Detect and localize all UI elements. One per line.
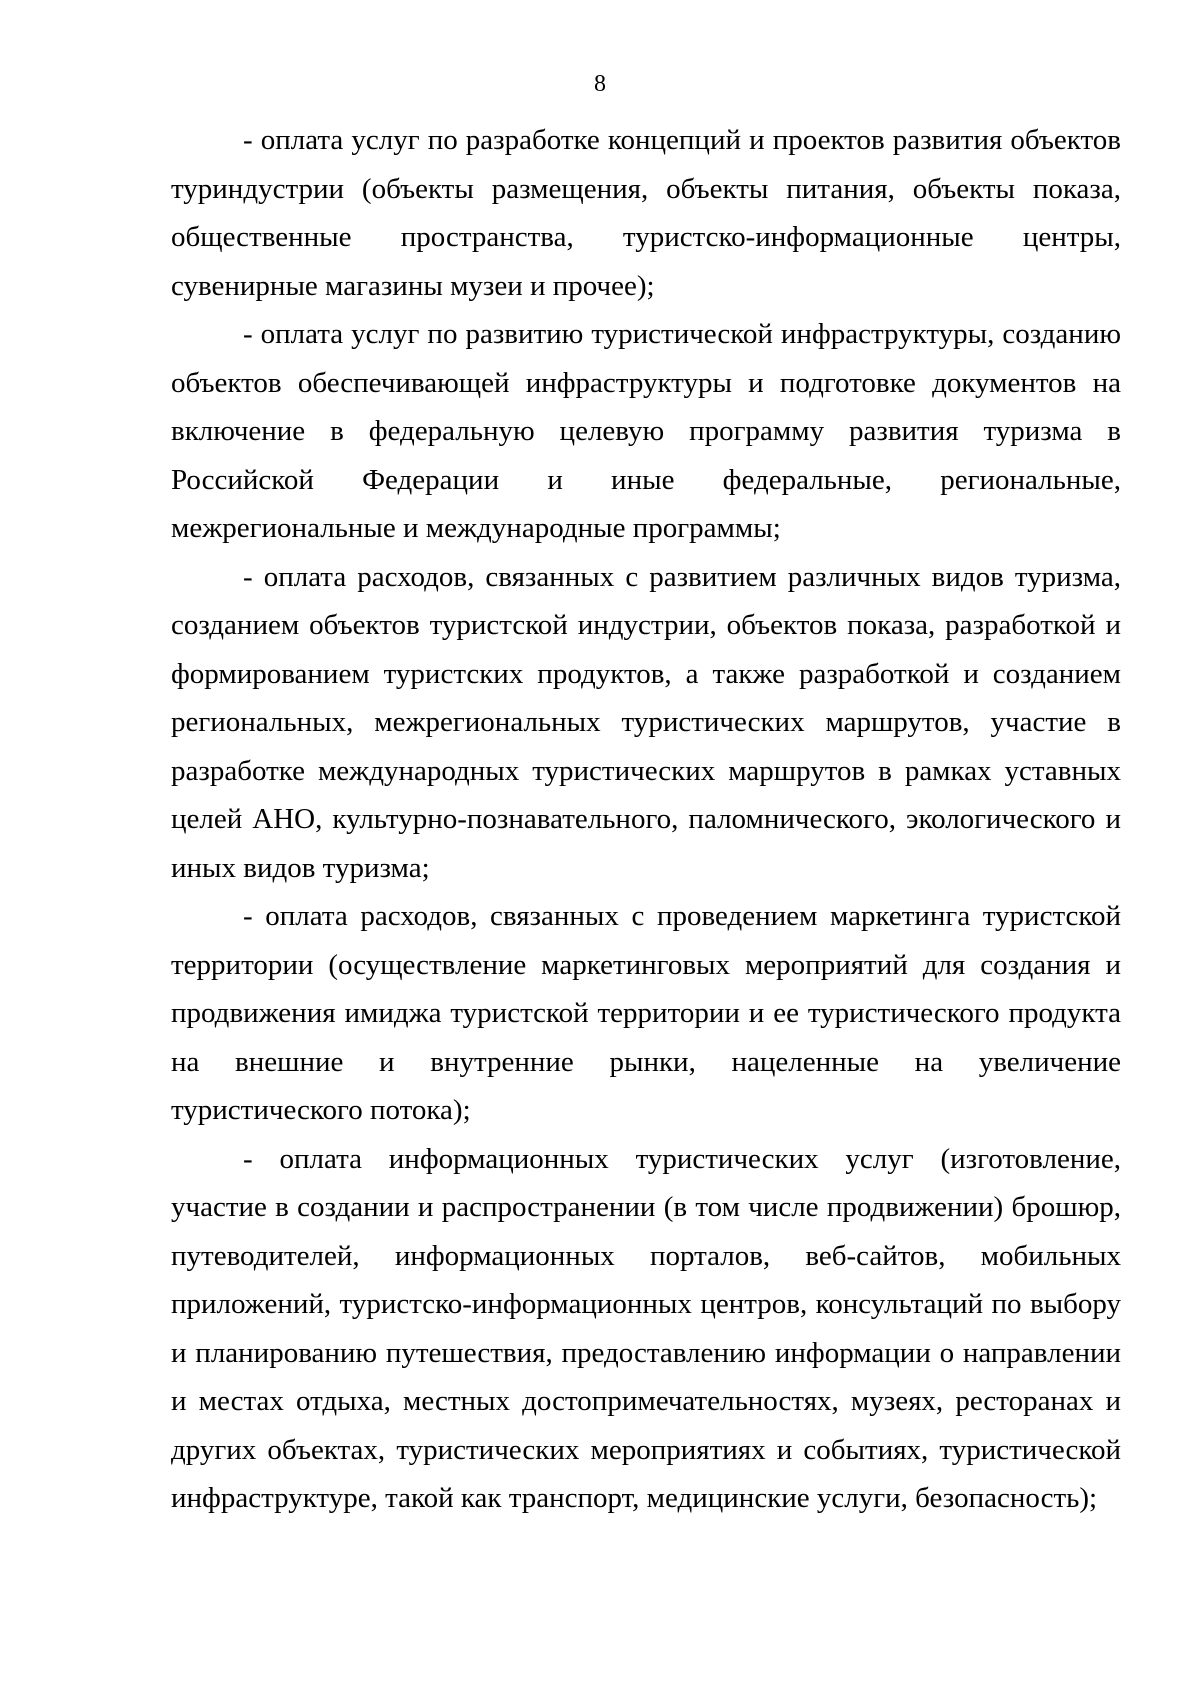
paragraph-territory-marketing: - оплата расходов, связанных с проведением маркетинга туристской территории (осуществление маркетинговых мероприятий для создания и продвижения имиджа туристской территории и ее туристического продукта на внешние и внутренние рынки, нацеленные на увеличение туристического потока); — [171, 900, 1121, 1126]
page-number: 8 — [594, 71, 606, 97]
document-body — [171, 116, 1121, 1523]
paragraph-concepts-development: - оплата услуг по разработке концепций и проектов развития объектов туриндустрии (объекты размещения, объекты питания, объекты показа, общественные пространства, туристско-информационные центры, сувенирные магазины музеи и прочее); — [171, 124, 1121, 302]
paragraph-tourism-types-development: - оплата расходов, связанных с развитием различных видов туризма, созданием объектов туристской индустрии, объектов показа, разработкой и формированием туристских продуктов, а также разработкой и созданием региональных, межрегиональных туристических маршрутов, участие в разработке международных туристических маршрутов в рамках уставных целей АНО, культурно-познавательного, паломнического, экологического и иных видов туризма; — [171, 560, 1121, 884]
paragraph-infrastructure-development: - оплата услуг по развитию туристической инфраструктуры, созданию объектов обеспечивающей инфраструктуры и подготовке документов на включение в федеральную целевую программу развития туризма в Российской Федерации и иные федеральные, региональные, межрегиональные и международные программы; — [171, 318, 1121, 544]
paragraph-information-services: - оплата информационных туристических услуг (изготовление, участие в создании и распространении (в том числе продвижении) брошюр, путеводителей, информационных порталов, веб-сайтов, мобильных приложений, туристско-информационных центров, консультаций по выбору и планированию путешествия, предоставлению информации о направлении и местах отдыха, местных достопримечательностях, музеях, ресторанах и других объектах, туристических мероприятиях и событиях, туристической инфраструктуре, такой как транспорт, медицинские услуги, безопасность); — [171, 1142, 1121, 1514]
